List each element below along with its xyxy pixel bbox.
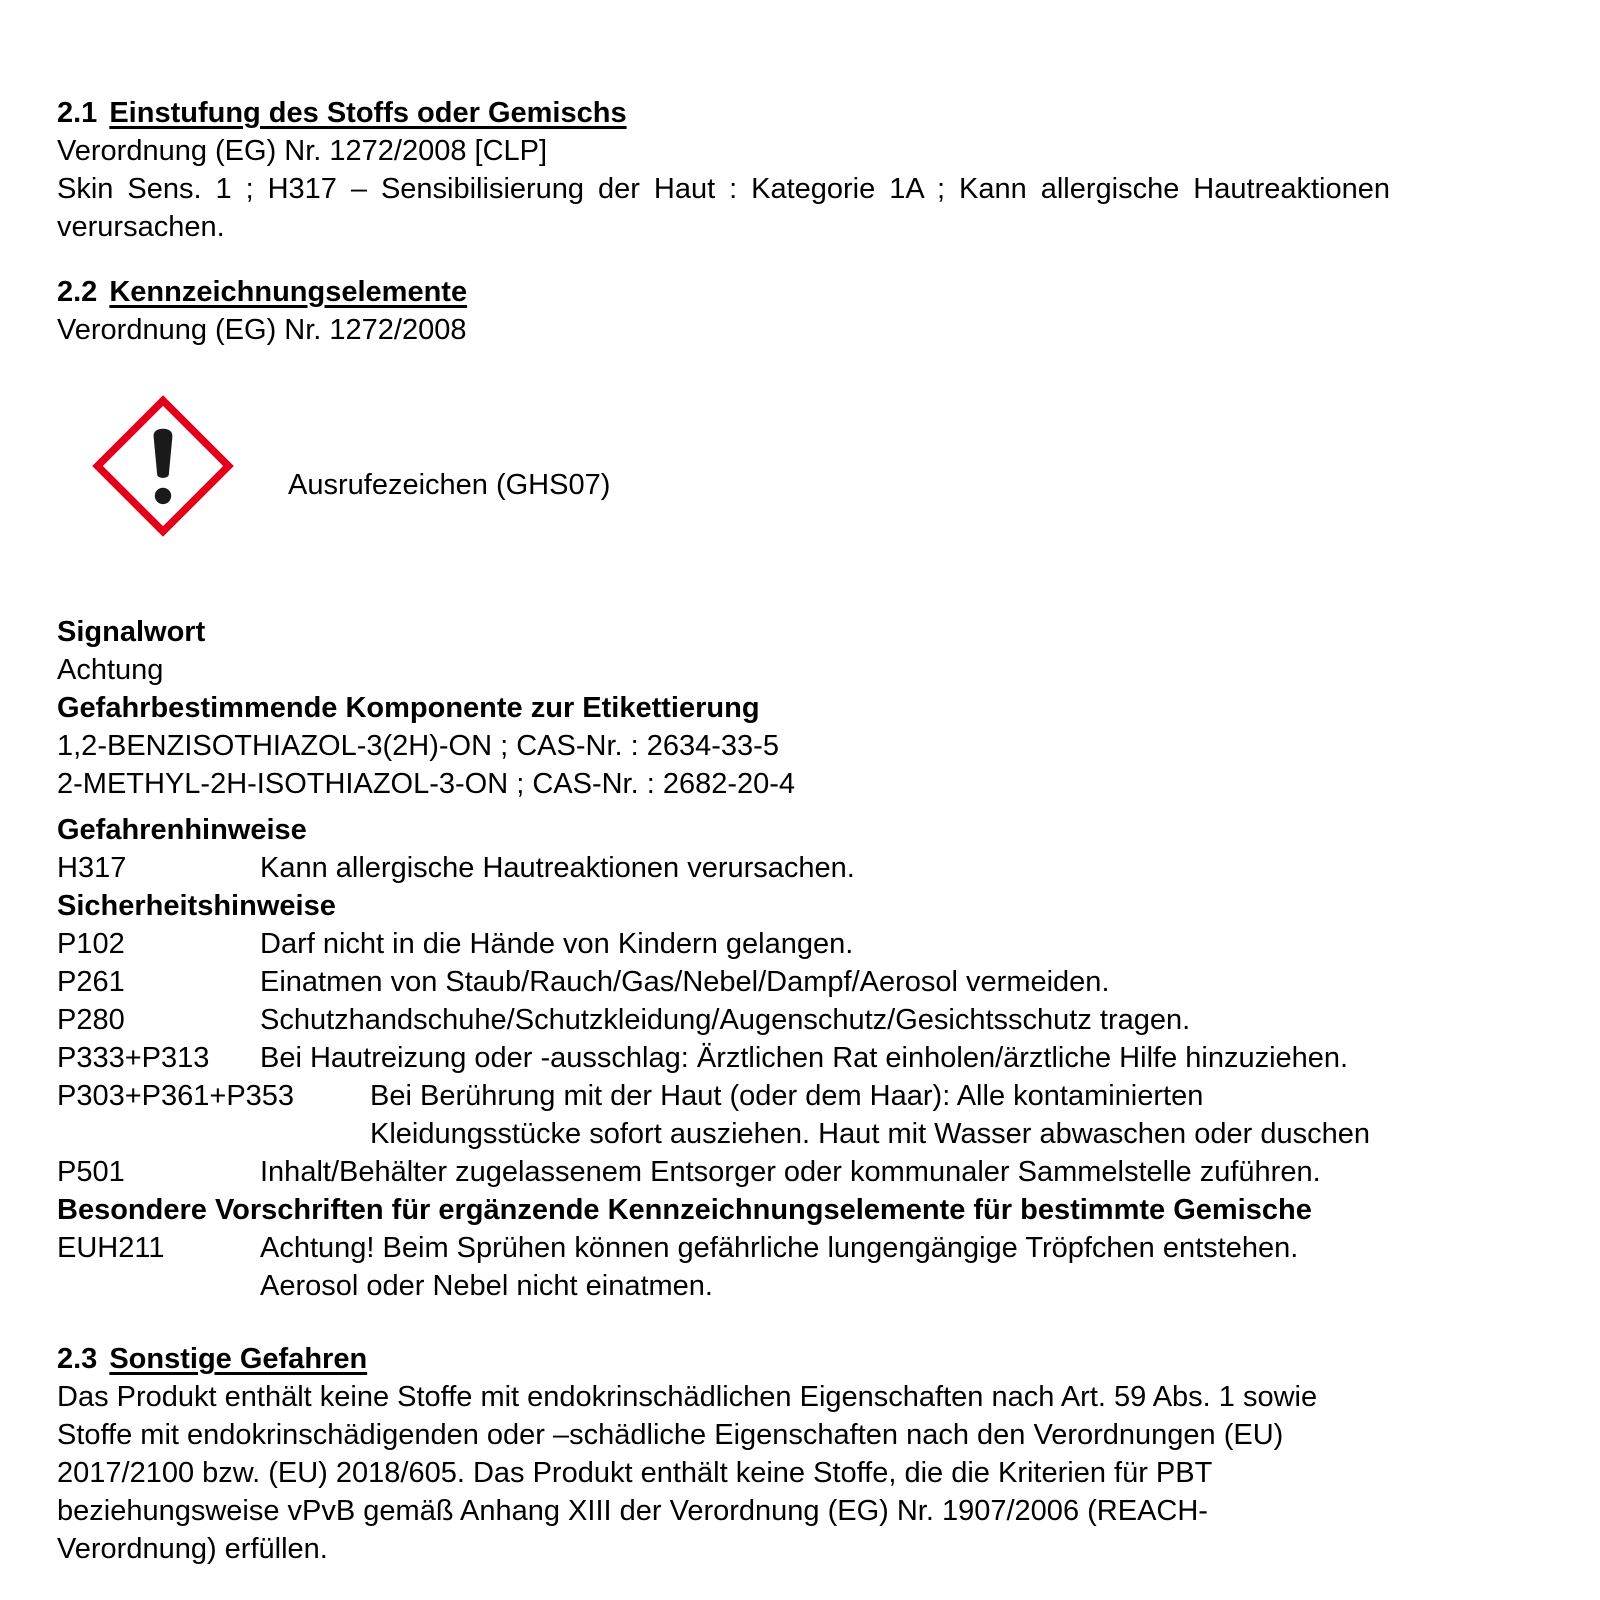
other-hazards-paragraph-line: beziehungsweise vPvB gemäß Anhang XIII der Verordnung (EG) Nr. 1907/2006 (REACH-: [57, 1495, 1208, 1527]
statement-text: Inhalt/Behälter zugelassenem Entsorger oder kommunaler Sammelstelle zuführen.: [260, 1156, 1321, 1188]
other-hazards-paragraph-line: 2017/2100 bzw. (EU) 2018/605. Das Produkt enthält keine Stoffe, die die Kriterien für PBT: [57, 1457, 1213, 1489]
labeling-component: 1,2-BENZISOTHIAZOL-3(2H)-ON ; CAS-Nr. : 2634-33-5: [57, 730, 779, 762]
precautionary-statements-label: Sicherheitshinweise: [57, 890, 336, 922]
statement-code: P102: [57, 928, 125, 960]
statement-code: P303+P361+P353: [57, 1080, 295, 1112]
classification-text-line-2: verursachen.: [57, 211, 225, 243]
statement-code: P261: [57, 966, 125, 998]
section-2-2: [57, 273, 1390, 1305]
euh-statement-continuation: [57, 1267, 1390, 1305]
section-2-3-number: 2.3: [57, 1343, 98, 1375]
statement-text: Kann allergische Hautreaktionen verursachen.: [260, 852, 855, 884]
precautionary-statement-row: [57, 1077, 1390, 1115]
statement-code: EUH211: [57, 1232, 165, 1264]
regulation-reference-clp: Verordnung (EG) Nr. 1272/2008 [CLP]: [57, 135, 548, 167]
labeling-component: 2-METHYL-2H-ISOTHIAZOL-3-ON ; CAS-Nr. : 2682-20-4: [57, 768, 796, 800]
precautionary-statement-row: [57, 963, 1390, 1001]
statement-text-line-1: Bei Berührung mit der Haut (oder dem Haar): Alle kontaminierten: [370, 1080, 1204, 1112]
precautionary-statement-continuation: [57, 1115, 1390, 1153]
precautionary-statement-row: [57, 1001, 1390, 1039]
document-body: [57, 0, 1390, 1568]
other-hazards-paragraph-line: Verordnung) erfüllen.: [57, 1533, 328, 1565]
section-2-2-title: Kennzeichnungselemente: [109, 276, 468, 308]
section-2-3-heading: [57, 1340, 1390, 1378]
signal-word-block: [57, 613, 1390, 803]
precautionary-statement-row: [57, 925, 1390, 963]
statement-text-line-1: Achtung! Beim Sprühen können gefährliche lungengängige Tröpfchen entstehen.: [260, 1232, 1299, 1264]
other-hazards-paragraph-line: Stoffe mit endokrinschädigenden oder –schädliche Eigenschaften nach den Verordnungen (EU): [57, 1419, 1284, 1451]
statement-text: Einatmen von Staub/Rauch/Gas/Nebel/Dampf/Aerosol vermeiden.: [260, 966, 1110, 998]
statement-text: Schutzhandschuhe/Schutzkleidung/Augenschutz/Gesichtsschutz tragen.: [260, 1004, 1191, 1036]
precautionary-statement-row: [57, 1153, 1390, 1191]
pictogram-label: Ausrufezeichen (GHS07): [288, 469, 611, 501]
statement-code: P333+P313: [57, 1042, 210, 1074]
labeling-components-label: Gefahrbestimmende Komponente zur Etikettierung: [57, 692, 760, 724]
hazard-statements-label: Gefahrenhinweise: [57, 814, 307, 846]
section-2-2-heading: [57, 273, 1390, 311]
statement-code-spacer: [57, 1115, 370, 1153]
classification-text-line-1: Skin Sens. 1 ; H317 – Sensibilisierung der Haut : Kategorie 1A ; Kann allergische Hautreaktionen: [57, 173, 1390, 205]
section-2-3-title: Sonstige Gefahren: [109, 1343, 368, 1375]
section-2-1: [57, 94, 1390, 246]
statement-text-line-2: Aerosol oder Nebel nicht einatmen.: [260, 1270, 713, 1302]
section-2-1-title: Einstufung des Stoffs oder Gemischs: [109, 97, 627, 129]
ghs07-exclamation-pictogram-icon: [90, 393, 236, 539]
other-hazards-paragraph-line: Das Produkt enthält keine Stoffe mit endokrinschädlichen Eigenschaften nach Art. 59 Abs. 1 sowie: [57, 1381, 1318, 1413]
statement-text: Darf nicht in die Hände von Kindern gelangen.: [260, 928, 854, 960]
special-provisions-label: Besondere Vorschriften für ergänzende Kennzeichnungselemente für bestimmte Gemische: [57, 1194, 1312, 1226]
statement-text: Bei Hautreizung oder -ausschlag: Ärztlichen Rat einholen/ärztliche Hilfe hinzuziehen.: [260, 1042, 1349, 1074]
statement-code-spacer: [57, 1267, 260, 1305]
signal-word-label: Signalwort: [57, 616, 206, 648]
precautionary-statement-row: [57, 1039, 1390, 1077]
section-2-1-heading: [57, 94, 1390, 132]
pictogram-row: [57, 393, 1390, 539]
statement-text-line-2: Kleidungsstücke sofort ausziehen. Haut mit Wasser abwaschen oder duschen: [370, 1118, 1370, 1150]
statement-code: H317: [57, 852, 127, 884]
section-2-3: [57, 1340, 1390, 1568]
statement-code: P280: [57, 1004, 125, 1036]
hazard-statement-row: [57, 849, 1390, 887]
regulation-reference: Verordnung (EG) Nr. 1272/2008: [57, 314, 467, 346]
statement-code: P501: [57, 1156, 125, 1188]
signal-word-value: Achtung: [57, 654, 164, 686]
section-2-1-number: 2.1: [57, 97, 98, 129]
section-2-2-number: 2.2: [57, 276, 98, 308]
euh-statement-row: [57, 1229, 1390, 1267]
